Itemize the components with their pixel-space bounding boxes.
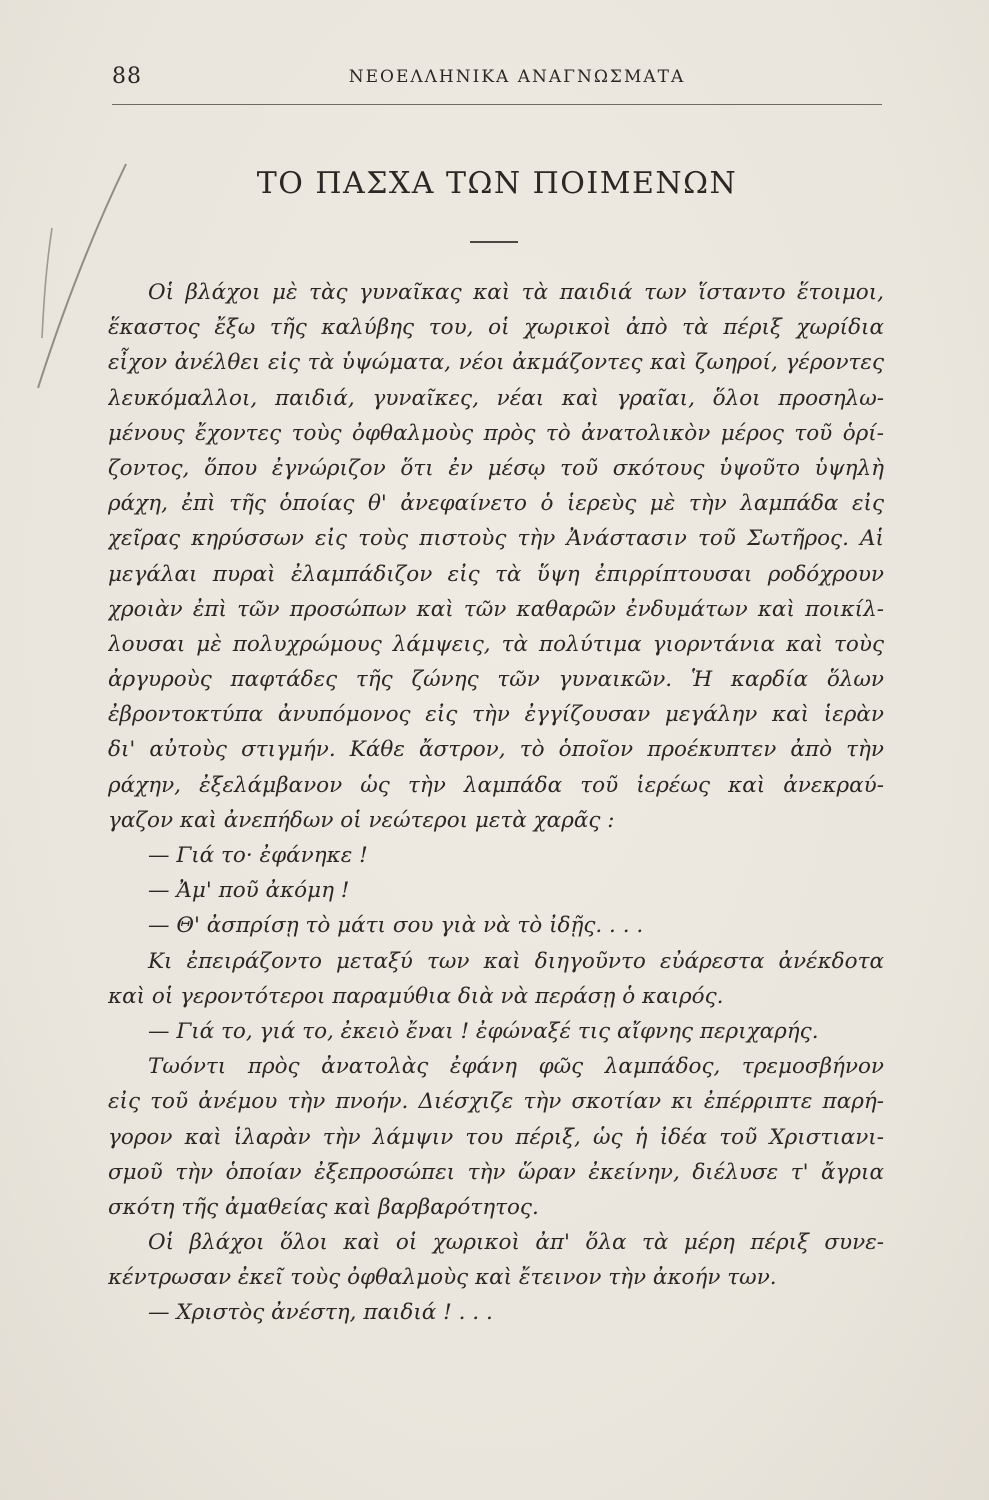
text-line: μένους ἔχοντες τοὺς ὀφθαλμοὺς πρὸς τὸ ἀνατολικὸν μέρος τοῦ ὁρί-: [108, 420, 884, 446]
text-line: καὶ οἱ γεροντότεροι παραμύθια διὰ νὰ περάσῃ ὁ καιρός.: [108, 983, 724, 1009]
dialogue-line: — Ἀμ' ποῦ ἀκόμη !: [148, 878, 350, 904]
text-line: ἀργυροὺς παφτάδες τῆς ζώνης τῶν γυναικῶν. Ἡ καρδία ὅλων: [108, 667, 884, 693]
text-line: ζοντος, ὅπου ἐγνώριζον ὅτι ἐν μέσῳ τοῦ σκότους ὑψοῦτο ὑψηλὴ: [108, 455, 884, 481]
dialogue-line: — Θ' ἀσπρίσῃ τὸ μάτι σου γιὰ νὰ τὸ ἰδῇς. . . .: [148, 913, 644, 939]
text-line: χεῖρας κηρύσσων εἰς τοὺς πιστοὺς τὴν Ἀνάστασιν τοῦ Σωτῆρος. Αἱ: [108, 526, 884, 552]
text-line: ἐβροντοκτύπα ἀνυπόμονος εἰς τὴν ἐγγίζουσαν μεγάλην καὶ ἱερὰν: [108, 702, 884, 728]
text-line: εἰς τοῦ ἀνέμου τὴν πνοήν. Διέσχιζε τὴν σκοτίαν κι ἐπέρριπτε παρή-: [108, 1089, 884, 1115]
chapter-title: ΤΟ ΠΑΣΧΑ ΤΩΝ ΠΟΙΜΕΝΩΝ: [256, 166, 738, 201]
text-line: σκότη τῆς ἀμαθείας καὶ βαρβαρότητος.: [108, 1194, 539, 1220]
text-line: ράχην, ἐξελάμβανον ὡς τὴν λαμπάδα τοῦ ἱερέως καὶ ἀνεκραύ-: [108, 772, 884, 798]
text-line: μεγάλαι πυραὶ ἐλαμπάδιζον εἰς τὰ ὕψη ἐπιρρίπτουσαι ροδόχρουν: [108, 561, 884, 587]
body-text: [108, 275, 884, 1331]
dialogue-line: — Χριστὸς ἀνέστη, παιδιά ! . . .: [148, 1300, 493, 1326]
dialogue-line: — Γιά το· ἐφάνηκε !: [148, 843, 368, 868]
text-line: χροιὰν ἐπὶ τῶν προσώπων καὶ τῶν καθαρῶν ἐνδυμάτων καὶ ποικίλ-: [108, 596, 884, 622]
text-line: γορον καὶ ἱλαρὰν τὴν λάμψιν του πέριξ, ὡς ἡ ἰδέα τοῦ Χριστιανι-: [108, 1124, 884, 1150]
text-line: σμοῦ τὴν ὁποίαν ἐξεπροσώπει τὴν ὥραν ἐκείνην, διέλυσε τ' ἄγρια: [108, 1159, 884, 1185]
text-line: κέντρωσαν ἐκεῖ τοὺς ὀφθαλμοὺς καὶ ἔτεινον τὴν ἀκοήν των.: [108, 1265, 777, 1291]
text-line: Οἱ βλάχοι μὲ τὰς γυναῖκας καὶ τὰ παιδιά των ἵσταντο ἕτοιμοι,: [148, 280, 884, 305]
text-line: γαζον καὶ ἀνεπήδων οἱ νεώτεροι μετὰ χαρᾶς :: [108, 807, 615, 833]
text-line: Οἱ βλάχοι ὅλοι καὶ οἱ χωρικοὶ ἀπ' ὅλα τὰ μέρη πέριξ συνε-: [148, 1230, 884, 1256]
page-number: 88: [112, 64, 142, 89]
running-title: ΝΕΟΕΛΛΗΝΙΚΑ ΑΝΑΓΝΩΣΜΑΤΑ: [348, 67, 686, 87]
text-line: ράχη, ἐπὶ τῆς ὁποίας θ' ἀνεφαίνετο ὁ ἱερεὺς μὲ τὴν λαμπάδα εἰς: [108, 491, 884, 517]
text-line: Τωόντι πρὸς ἀνατολὰς ἐφάνη φῶς λαμπάδος, τρεμοσβήνον: [148, 1054, 884, 1080]
header-rule: [112, 104, 882, 105]
page-header: [112, 64, 882, 100]
text-line: δι' αὐτοὺς στιγμήν. Κάθε ἄστρον, τὸ ὁποῖον προέκυπτεν ἀπὸ τὴν: [108, 737, 884, 763]
text-line: εἶχον ἀνέλθει εἰς τὰ ὑψώματα, νέοι ἀκμάζοντες καὶ ζωηροί, γέροντες: [108, 350, 884, 376]
text-line: Κι ἐπειράζοντο μεταξύ των καὶ διηγοῦντο εὐάρεστα ἀνέκδοτα: [148, 948, 884, 974]
text-line: λουσαι μὲ πολυχρώμους λάμψεις, τὰ πολύτιμα γιορντάνια καὶ τοὺς: [108, 631, 884, 657]
dialogue-line: — Γιά το, γιά το, ἐκειὸ ἔναι ! ἐφώναξέ τις αἴφνης περιχαρής.: [148, 1018, 819, 1044]
text-line: λευκόμαλλοι, παιδιά, γυναῖκες, νέαι καὶ γραῖαι, ὅλοι προσηλω-: [108, 385, 884, 411]
title-rule: [470, 241, 518, 243]
text-line: ἕκαστος ἔξω τῆς καλύβης του, οἱ χωρικοὶ ἀπὸ τὰ πέριξ χωρίδια: [108, 315, 884, 341]
